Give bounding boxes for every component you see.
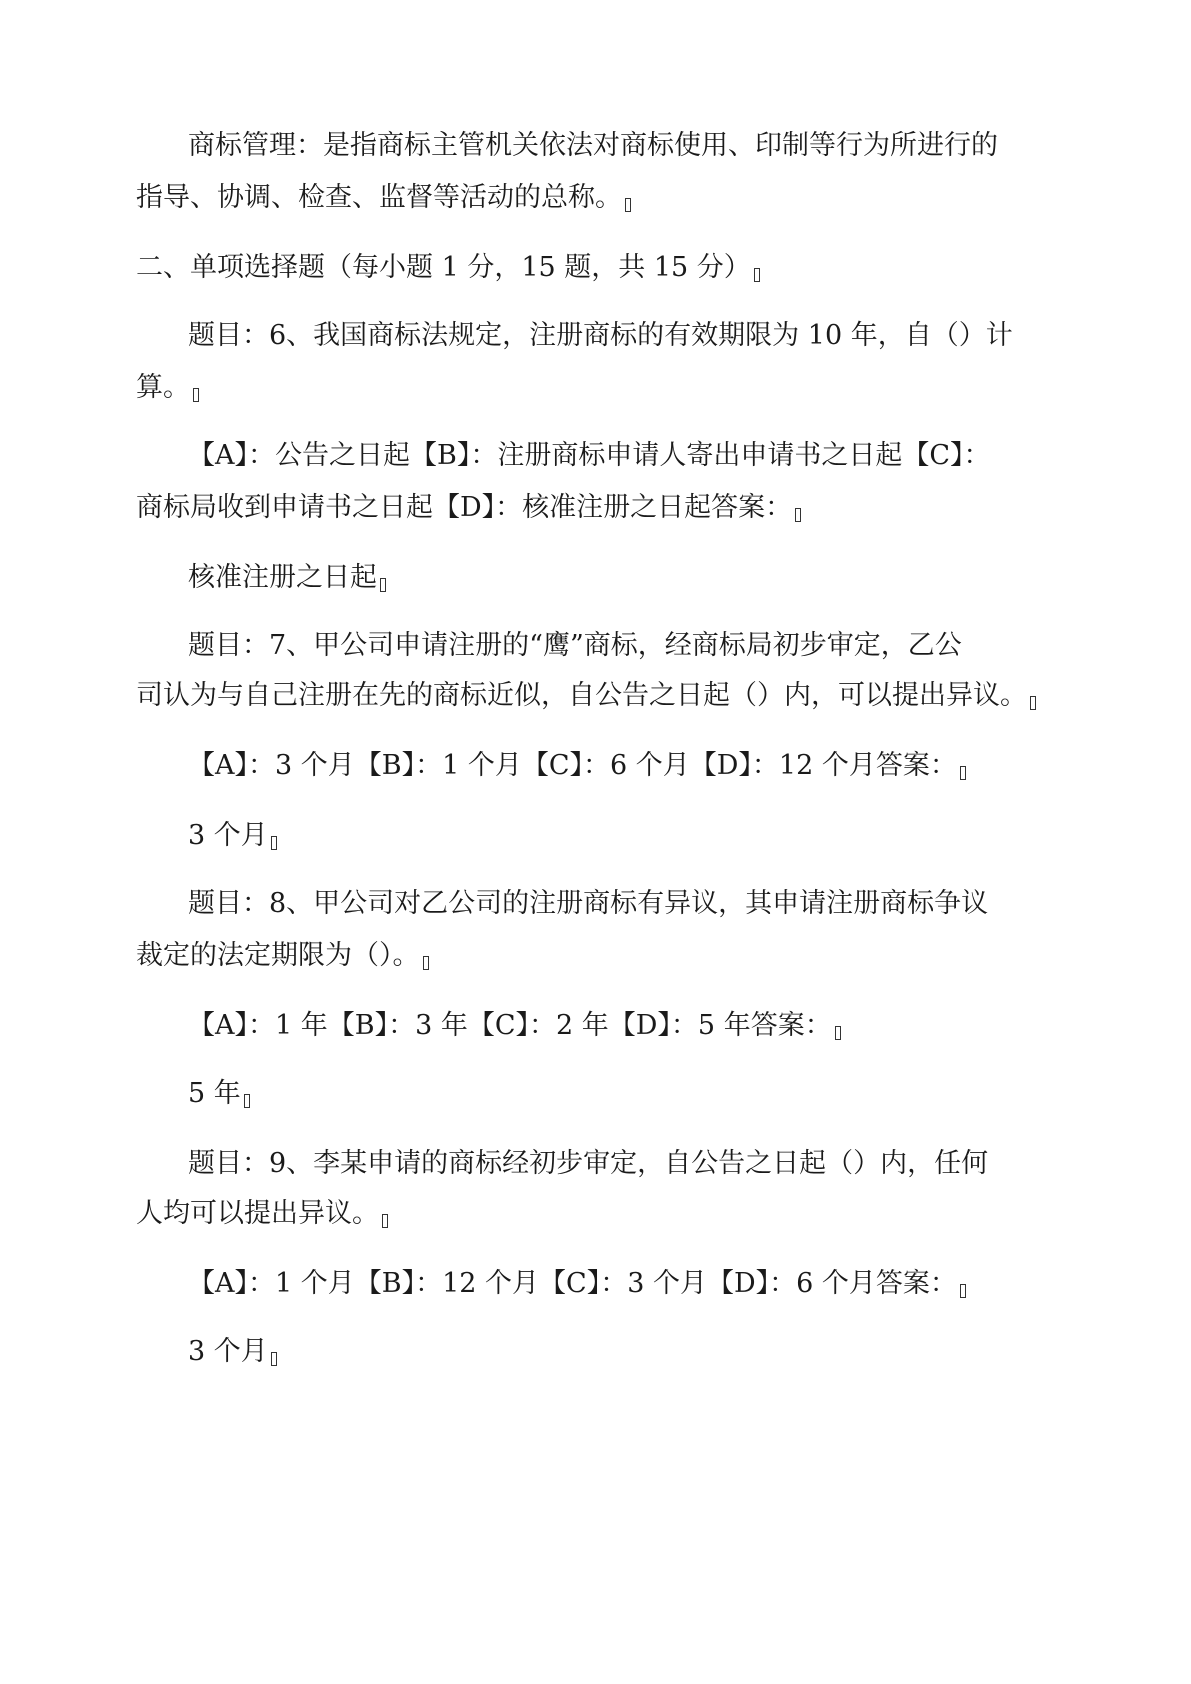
options-line — [0, 438, 1191, 474]
paragraph-mark-icon — [380, 578, 386, 592]
line-text: 题目：9、李某申请的商标经初步审定，自公告之日起（）内，任何 — [188, 1148, 989, 1179]
options-line — [0, 490, 1191, 526]
paragraph-mark-icon — [960, 1284, 966, 1298]
line-text: 司认为与自己注册在先的商标近似，自公告之日起（）内，可以提出异议。 — [136, 680, 1027, 711]
text-line — [0, 128, 1191, 164]
question-line — [0, 938, 1191, 974]
line-text: 【A】：公告之日起【B】：注册商标申请人寄出申请书之日起【C】： — [188, 440, 991, 471]
options-line — [0, 1008, 1191, 1044]
question-line — [0, 678, 1191, 714]
question-line — [0, 1196, 1191, 1232]
line-text: 指导、协调、检查、监督等活动的总称。 — [136, 182, 622, 213]
question-line — [0, 628, 1191, 664]
question-line — [0, 1146, 1191, 1182]
paragraph-mark-icon — [271, 836, 277, 850]
line-text: 核准注册之日起 — [188, 562, 377, 593]
paragraph-mark-icon — [423, 956, 429, 970]
paragraph-mark-icon — [960, 766, 966, 780]
text-line — [0, 180, 1191, 216]
line-text: 题目：8、甲公司对乙公司的注册商标有异议，其申请注册商标争议 — [188, 888, 989, 919]
paragraph-mark-icon — [193, 388, 199, 402]
answer-line — [0, 560, 1191, 596]
question-line — [0, 886, 1191, 922]
options-line — [0, 748, 1191, 784]
line-text: 裁定的法定期限为（）。 — [136, 940, 420, 971]
options-line — [0, 1266, 1191, 1302]
answer-line — [0, 818, 1191, 854]
paragraph-mark-icon — [382, 1214, 388, 1228]
question-line — [0, 370, 1191, 406]
paragraph-mark-icon — [1030, 696, 1036, 710]
line-text: 题目：6、我国商标法规定，注册商标的有效期限为 10 年，自（）计 — [188, 320, 1013, 351]
line-text: 算。 — [136, 372, 190, 403]
line-text: 人均可以提出异议。 — [136, 1198, 379, 1229]
line-text: 【A】：1 个月【B】：12 个月【C】：3 个月【D】：6 个月答案： — [188, 1268, 957, 1299]
paragraph-mark-icon — [244, 1094, 250, 1108]
line-text: 5 年 — [188, 1078, 241, 1109]
paragraph-mark-icon — [754, 268, 760, 282]
line-text: 【A】：3 个月【B】：1 个月【C】：6 个月【D】：12 个月答案： — [188, 750, 957, 781]
line-text: 3 个月 — [188, 1336, 268, 1367]
paragraph-mark-icon — [625, 198, 631, 212]
paragraph-mark-icon — [835, 1026, 841, 1040]
section-heading — [0, 250, 1191, 286]
line-text: 3 个月 — [188, 820, 268, 851]
line-text: 题目：7、甲公司申请注册的“鹰”商标，经商标局初步审定，乙公 — [188, 630, 962, 661]
paragraph-mark-icon — [271, 1352, 277, 1366]
line-text: 【A】：1 年【B】：3 年【C】：2 年【D】：5 年答案： — [188, 1010, 832, 1041]
line-text: 商标管理：是指商标主管机关依法对商标使用、印制等行为所进行的 — [188, 130, 998, 161]
line-text: 商标局收到申请书之日起【D】：核准注册之日起答案： — [136, 492, 793, 523]
paragraph-mark-icon — [795, 508, 801, 522]
line-text: 二、单项选择题（每小题 1 分，15 题，共 15 分） — [136, 252, 751, 283]
answer-line — [0, 1076, 1191, 1112]
question-line — [0, 318, 1191, 354]
answer-line — [0, 1334, 1191, 1370]
